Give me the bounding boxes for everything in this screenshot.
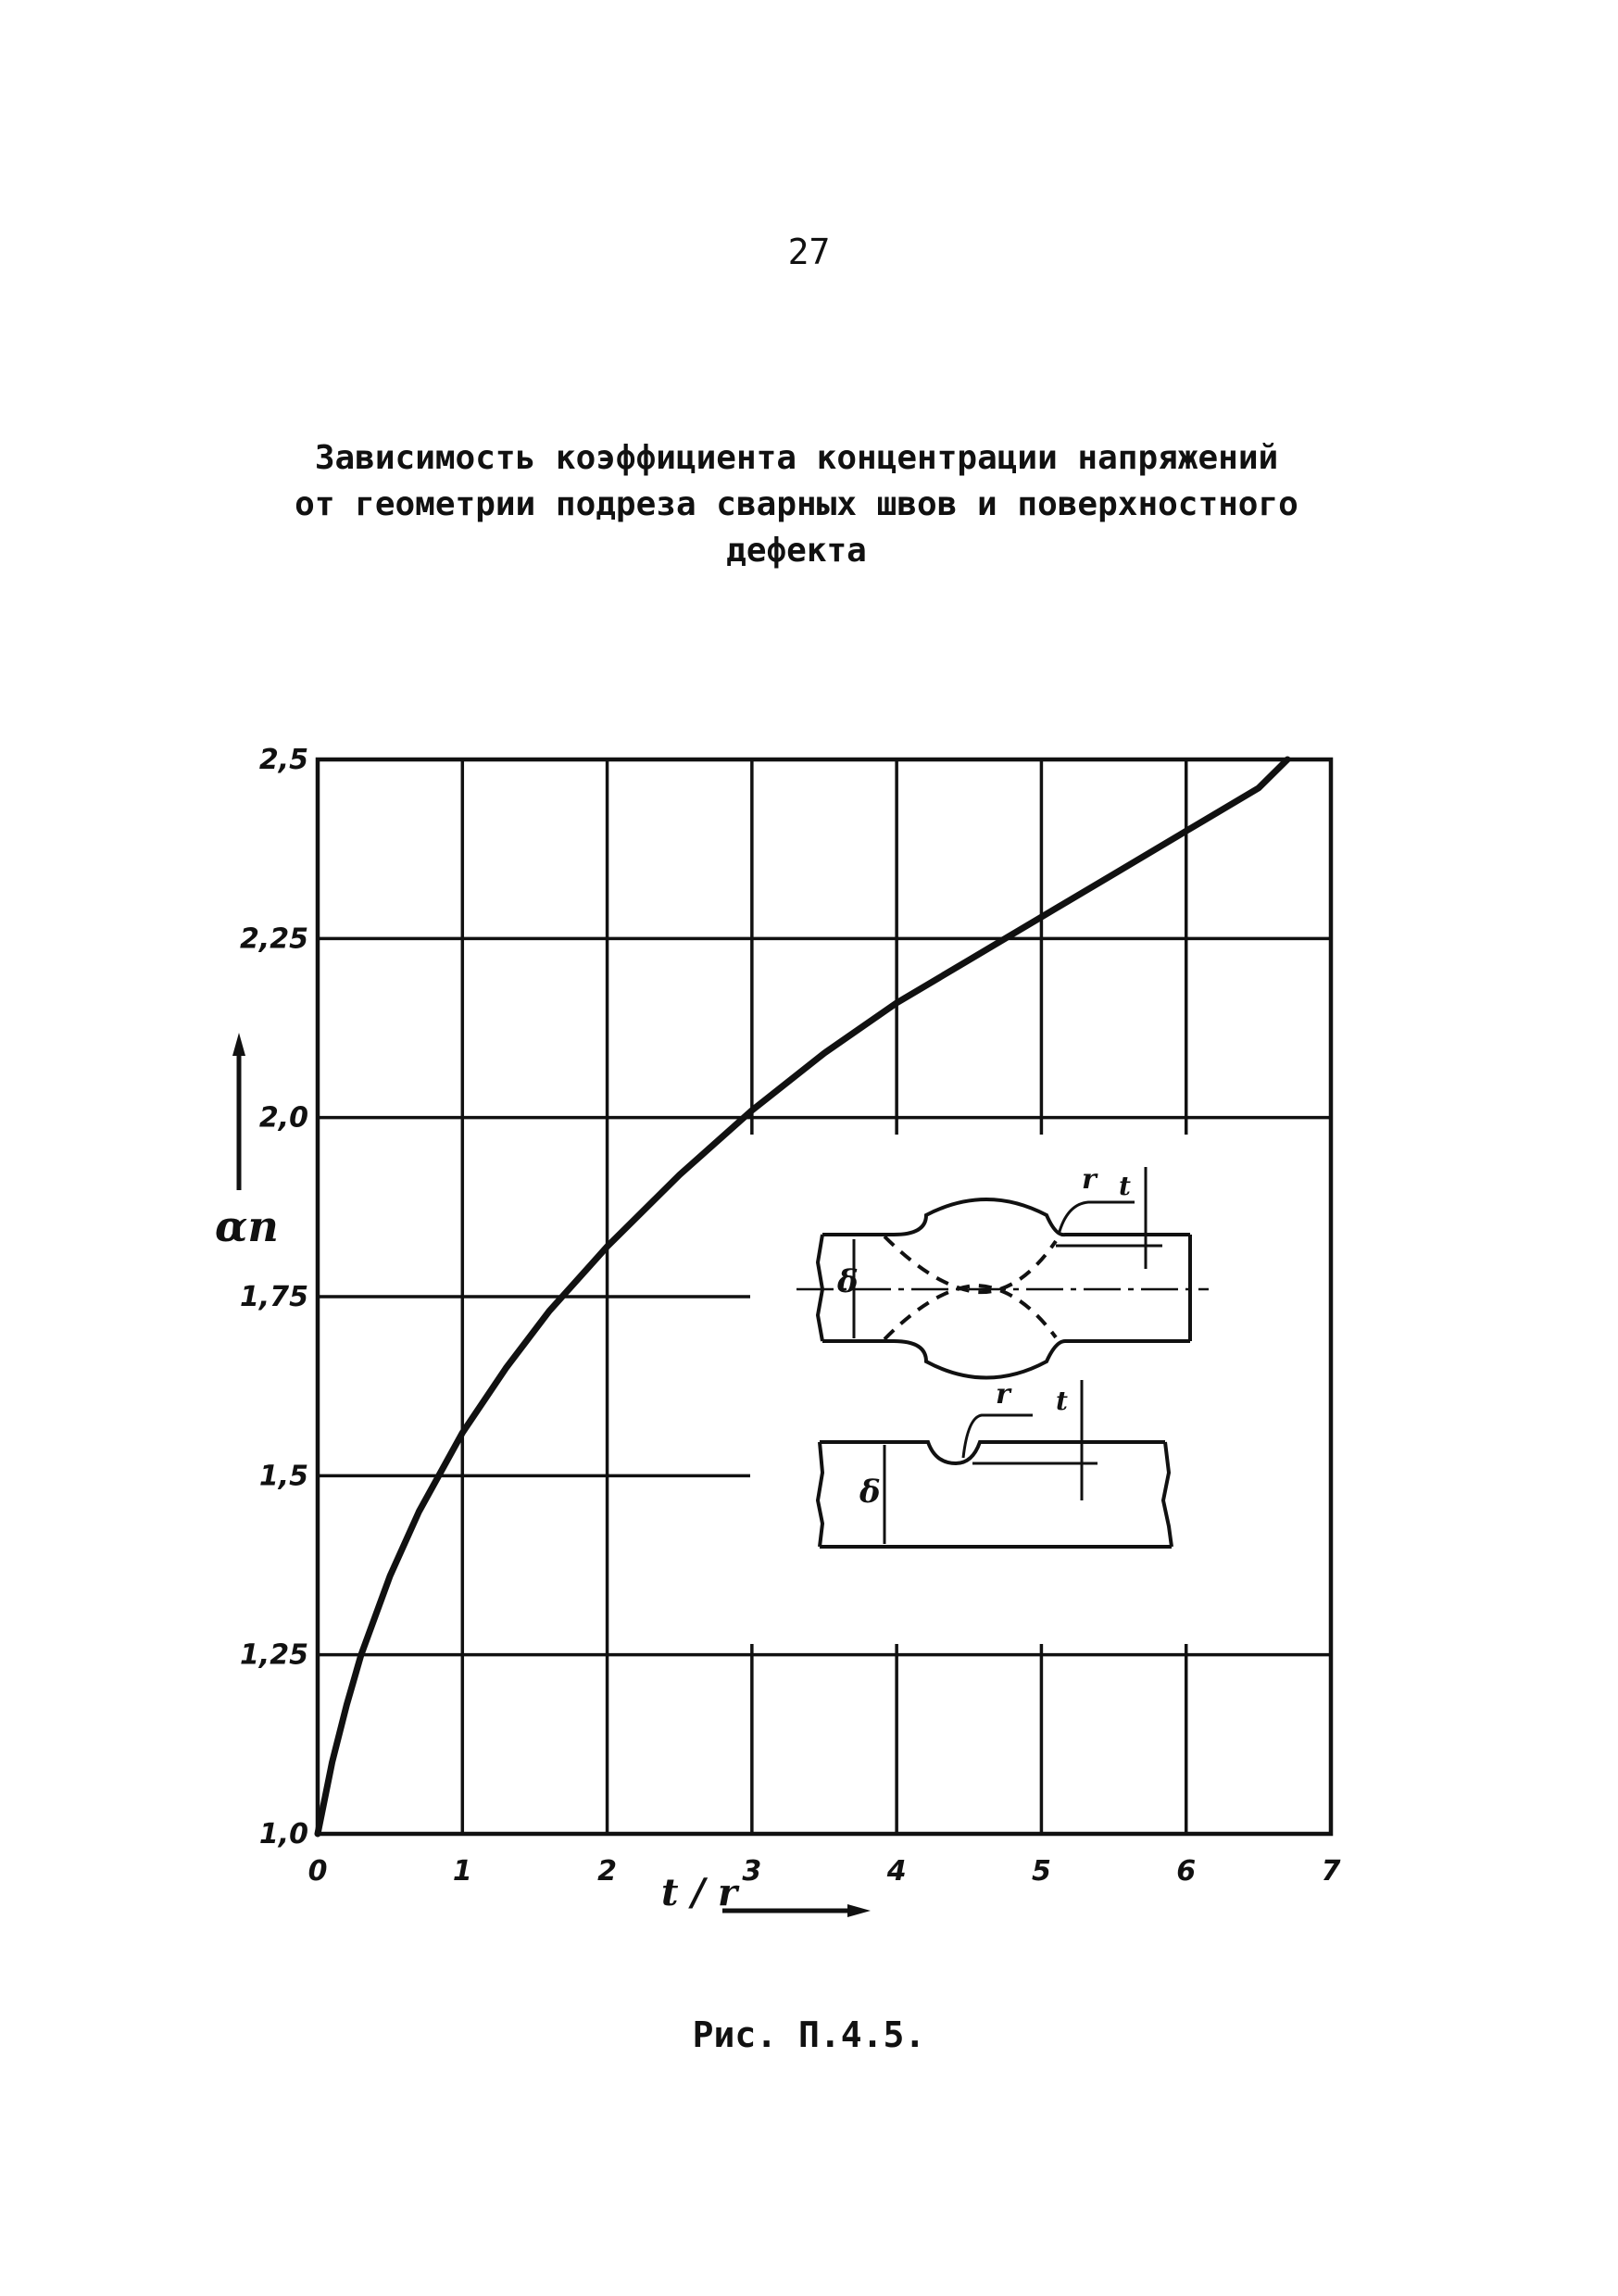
inset-delta-label-upper: δ [837,1263,859,1300]
title-line-1: Зависимость коэффициента концентрации напряжений [314,439,1279,477]
x-tick-label: 2 [597,1855,618,1888]
x-tick-label: 1 [452,1855,472,1888]
x-tick-label: 7 [1321,1855,1341,1888]
y-axis-label-group [215,1033,279,1251]
y-axis-arrow-head [232,1033,245,1056]
inset-r-label-lower: r [996,1378,1010,1411]
y-tick-label: 1,25 [239,1638,308,1672]
title-line-3: дефекта [726,532,867,570]
y-tick-label: 2,5 [258,744,308,776]
y-tick-label: 2,25 [239,922,308,956]
x-tick-label: 4 [886,1855,907,1888]
x-tick-label: 6 [1176,1855,1197,1888]
x-tick-label: 5 [1031,1855,1051,1888]
y-tick-label: 1,0 [258,1818,308,1851]
x-axis-label-numerator: t / r [661,1871,738,1914]
page-number: 27 [787,232,831,272]
title-line-2: от геометрии подреза сварных швов и поверхностного [295,485,1298,523]
inset-t-label-lower: t [1056,1386,1068,1416]
inset-t-label-upper: t [1119,1171,1131,1201]
x-axis-label-group [661,1871,871,1917]
x-tick-label: 3 [742,1855,762,1888]
y-tick-label: 1,75 [239,1281,308,1313]
y-axis-label: αn [215,1201,279,1251]
figure-caption: Рис. П.4.5. [692,2014,926,2055]
inset-figure [750,1135,1334,1644]
y-tick-label: 2,0 [258,1101,308,1135]
inset-r-label-upper: r [1082,1163,1097,1196]
inset-delta-label-lower: δ [859,1474,881,1511]
y-tick-label: 1,5 [258,1460,308,1493]
x-tick-label: 0 [307,1855,328,1888]
x-axis-arrow-head [847,1904,871,1917]
